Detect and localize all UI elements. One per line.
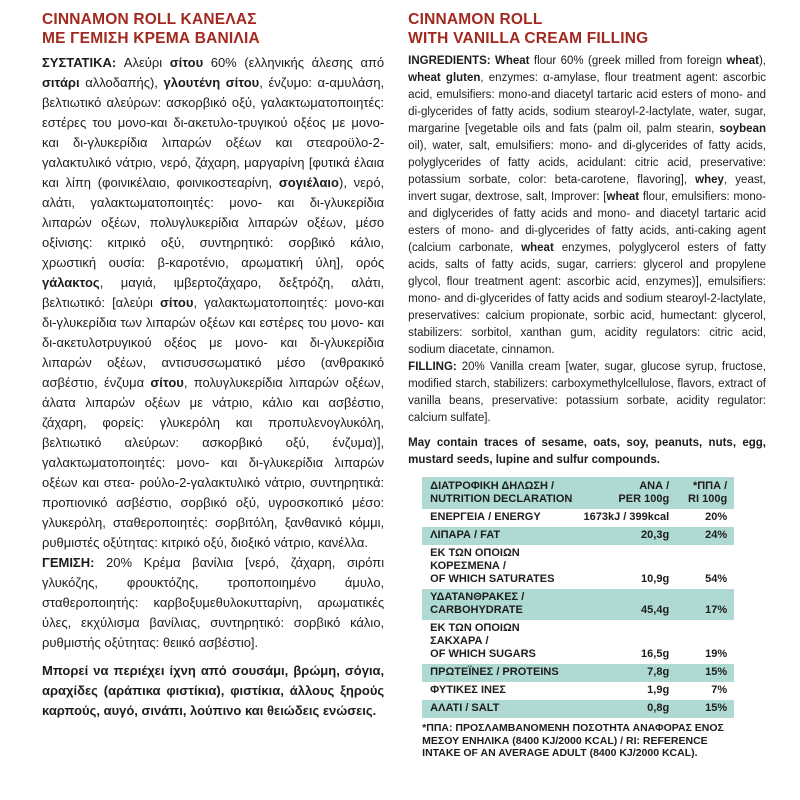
nutrition-row-value-per-100g: 1673kJ / 399kcal bbox=[583, 511, 670, 523]
nutrition-row bbox=[422, 545, 734, 589]
nutrition-row-value-per-100g: 10,9g bbox=[641, 573, 670, 585]
title-line: CINNAMON ROLL ΚΑΝΕΛΑΣ bbox=[42, 11, 257, 28]
nutrition-row-label: ΕΚ ΤΩΝ ΟΠΟΙΩΝ ΚΟΡΕΣΜΕΝΑ / OF WHICH SATURATES bbox=[430, 547, 555, 585]
nutrition-row-ri-percent: 19% bbox=[705, 648, 728, 660]
ingredients-paragraph-greek: ΣΥΣΤΑΤΙΚΑ: Αλεύρι σίτου 60% (ελληνικής άλεσης από σιτάρι αλλοδαπής), γλουτένη σίτου, ένζυμο: α-αμυλάση, βελτιωτικό αλεύρων: ασκορβικό οξύ, γαλακτωματοποιητές: εστέρες του μονο-και δι-ακετυλο-τρυγικού οξέος με μονο-και δι-γλυκερίδια λιπαρών οξέων και στεαροϋλο-2-γαλακτυλικό νάτριο, νερό, ζάχαρη, μαργαρίνη [φυτικά έλαια και λίπη (φοινικέλαιο, φοινικοστεαρίνη, σογιέλαιο), νερό, αλάτι, γαλακτωματοποιητές: μονο- και δι-γλυκερίδια λιπαρών οξέων, πολυγλυκερίδια λιπαρών οξέων, μέσο οξίνισης: κιτρικό οξύ, συντηρητικό: σορβικό κάλιο, χρωστική ουσία: β-καροτένιο, αρωματική ύλη], ορός γάλακτος, μαγιά, ιμβερτοζάχαρο, δεξτρόζη, αλάτι, βελτιωτικό: [αλεύρι σίτου, γαλακτωματοποιητές: μονο-και δι-γλυκερίδια των λιπαρών οξέων και εστέρες του μονο- και δι-ακετυλοτρυγικού οξέος με μονο- και δι-γλυκερίδια λιπαρών οξέων, αντισυσσωματικό μέσο (ανθρακικό ασβέστιο, ένζυμα σίτου, πολυγλυκερίδια λιπαρών οξέων, άλατα λιπαρών οξέων με νάτριο, κάλιο και ασβέστιο, ζάχαρη, φορείς: γλυκερόλη και προπυλενογλυκόλη, βελτιωτικό αλεύρων: ασκορβικό οξύ, ένζυμα)], γαλακτωματοποιητές: μονο- και δι-γλυκερίδια λιπαρών οξέων και στεα- ρούλο-2-γαλακτυλικό νάτριο, συντηρητικά: προπιονικό ασβέστιο, σορβικό οξύ, υγροσκοπικό μέσο: γλυκερόλη, σταθεροποιητές: σορβιτόλη, ξανθανικό κόμμι, ρυθμιστές οξύτητας: κιτρικό οξύ, διοξικό νάτριο, κανέλλα. bbox=[42, 55, 385, 550]
nutrition-row-ri-percent: 15% bbox=[705, 702, 728, 714]
allergen-warning-english: May contain traces of sesame, oats, soy, peanuts, nuts, egg, mustard seeds, lupine and sulfur compounds. bbox=[408, 437, 766, 466]
header-nutrition-declaration: ΔΙΑΤΡΟΦΙΚΗ ΔΗΛΩΣΗ / NUTRITION DECLARATION bbox=[430, 480, 573, 505]
nutrition-row-label: ΦΥΤΙΚΕΣ ΙΝΕΣ bbox=[430, 684, 506, 696]
nutrition-row-value-per-100g: 0,8g bbox=[647, 702, 670, 714]
nutrition-footnote: *ΠΠΑ: ΠΡΟΣΛΑΜΒΑΝΟΜΕΝΗ ΠΟΣΟΤΗΤΑ ΑΝΑΦΟΡΑΣ ΕΝΟΣ ΜΕΣΟΥ ΕΝΗΛΙΚΑ (8400 KJ/2000 KCAL) / RI: REFERENCE INTAKE OF AN AVERAGE ADULT (8400 KJ/2000 KCAL). bbox=[422, 722, 724, 759]
nutrition-row bbox=[422, 527, 734, 545]
header-per-100g: ΑΝΑ / PER 100g bbox=[618, 480, 670, 505]
nutrition-row-ri-percent: 7% bbox=[711, 684, 728, 696]
nutrition-row bbox=[422, 589, 734, 620]
nutrition-row bbox=[422, 682, 734, 700]
title-line: ΜΕ ΓΕΜΙΣΗ ΚΡΕΜΑ ΒΑΝΙΛΙΑ bbox=[42, 30, 260, 47]
ingredients-paragraph-english: INGREDIENTS: Wheat flour 60% (greek milled from foreign wheat), wheat gluten, enzymes: α-amylase, flour treatment agent: ascorbic acid, emulsifiers: mono-and diacetyl tartaric acid esters of mono- and di-glycerides of fatty acids, sodium stearoyl-2-lactylate, water, sugar, margarine [vegetable oils and fats (palm oil, palm stearin, soybean oil), water, salt, emulsifiers: mono- and di-glycerides of fatty acids, polyglycerides of fatty acids, acidulant: citric acid, preservative: potassium sorbate, color: beta-carotene, flavoring], whey, yeast, invert sugar, dextrose, salt, Improver: [wheat flour, emulsifiers: mono- and diglycerides of fatty acids and mono- and diacetyl tartaric acid esters of mono- and di-glycerides of fatty acids, anti-caking agent (calcium carbonate, wheat enzymes, polyglycerol esters of fatty acids, salts of fatty acids, sugar, carriers: glycerol and propylene glycol, flour treatment agent: ascorbic acid, enzymes)], emulsifiers: mono- and di-glycerides of fatty acids and sodium stearoyl-2-lactylate, preservatives: calcium propionate, sorbic acid, humectant: glycerol, stabilizers: sorbitol, xanthan gum, acidity regulators: citric acid, sodium diacetate, cinnamon. bbox=[408, 55, 766, 356]
allergen-warning-greek: Μπορεί να περιέχει ίχνη από σουσάμι, βρώμη, σόγια, αραχίδες (αράπικα φιστίκια), φιστίκια, άλλους ξηρούς καρπούς, αυγό, σινάπι, λούπινο και θειώδεις ενώσεις. bbox=[42, 663, 385, 718]
nutrition-row-ri-percent: 20% bbox=[705, 511, 728, 523]
nutrition-row bbox=[422, 664, 734, 682]
nutrition-row-value-per-100g: 20,3g bbox=[641, 529, 670, 541]
nutrition-row-value-per-100g: 16,5g bbox=[641, 648, 670, 660]
nutrition-row-value-per-100g: 45,4g bbox=[641, 604, 670, 616]
nutrition-table-header bbox=[422, 477, 734, 509]
nutrition-row-value-per-100g: 7,8g bbox=[647, 666, 670, 678]
nutrition-row bbox=[422, 700, 734, 718]
product-title-english bbox=[408, 10, 766, 48]
title-line: WITH VANILLA CREAM FILLING bbox=[408, 30, 649, 47]
nutrition-row-ri-percent: 54% bbox=[705, 573, 728, 585]
nutrition-row-label: ΥΔΑΤΑΝΘΡΑΚΕΣ / CARBOHYDRATE bbox=[430, 591, 525, 616]
nutrition-row-label: ΑΛΑΤΙ / SALT bbox=[430, 702, 500, 714]
nutrition-row-ri-percent: 24% bbox=[705, 529, 728, 541]
nutrition-table bbox=[422, 477, 734, 760]
english-column bbox=[408, 10, 766, 800]
filling-paragraph-greek: ΓΕΜΙΣΗ: 20% Κρέμα βανίλια [νερό, ζάχαρη, σιρόπι γλυκόζης, φρουκτόζης, τροποποιημένο άμυλο, σταθεροποιητής: καρβοξυμεθυλοκυτταρίνη, αρωματικές ύλες, εκχύλισμα βανίλιας, συντηρητικό: σορβικό κάλιο, ρυθμιστής οξύτητας: θειικό ασβέστιο]. bbox=[42, 555, 385, 650]
nutrition-row-value-per-100g: 1,9g bbox=[647, 684, 670, 696]
product-title-greek bbox=[42, 10, 384, 48]
nutrition-row-ri-percent: 15% bbox=[705, 666, 728, 678]
nutrition-row bbox=[422, 620, 734, 664]
nutrition-row-ri-percent: 17% bbox=[705, 604, 728, 616]
filling-paragraph-english: FILLING: 20% Vanilla cream [water, sugar, glucose syrup, fructose, modified starch, stabilizers: carboxymethylcellulose, flavors, extract of vanilla beans, preservative: potassium sorbate, acidity regulator: calcium sulfate]. bbox=[408, 361, 766, 424]
title-line: CINNAMON ROLL bbox=[408, 11, 543, 28]
nutrition-rows bbox=[422, 509, 734, 718]
nutrition-row-label: ΕΝΕΡΓΕΙΑ / ENERGY bbox=[430, 511, 541, 523]
nutrition-row-label: ΠΡΩΤΕΪΝΕΣ / PROTEINS bbox=[430, 666, 559, 678]
nutrition-row-label: ΛΙΠΑΡΑ / FAT bbox=[430, 529, 501, 541]
nutrition-row-label: ΕΚ ΤΩΝ ΟΠΟΙΩΝ ΣΑΚΧΑΡΑ / OF WHICH SUGARS bbox=[430, 622, 536, 660]
header-ri-100g: *ΠΠΑ / RI 100g bbox=[688, 480, 728, 505]
greek-column bbox=[42, 10, 384, 800]
nutrition-row bbox=[422, 509, 734, 527]
